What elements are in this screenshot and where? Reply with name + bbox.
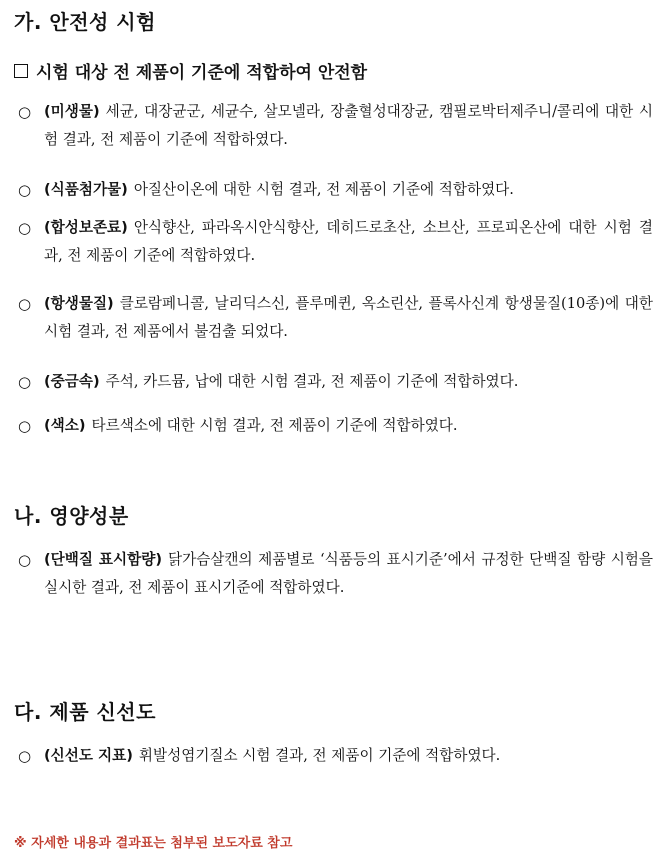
list-item-text: 주석, 카드뮴, 납에 대한 시험 결과, 전 제품이 기준에 적합하였다. bbox=[105, 373, 519, 390]
list-item-label: (항생물질) bbox=[44, 295, 114, 312]
list-item-text: 타르색소에 대한 시험 결과, 전 제품이 기준에 적합하였다. bbox=[91, 417, 458, 434]
list-item-label: (신선도 지표) bbox=[44, 747, 133, 764]
summary-heading-text: 시험 대상 전 제품이 기준에 적합하여 안전함 bbox=[36, 63, 368, 83]
bullet-icon: ○ bbox=[18, 103, 32, 121]
list-item-text: 클로람페니콜, 날리딕스신, 플루메퀸, 옥소린산, 플록사신계 항생물질(10종)에 대한 시험 결과, 전 제품에서 불검출 되었다. bbox=[44, 295, 653, 340]
list-item-label: (색소) bbox=[44, 417, 86, 434]
list-item-body bbox=[44, 214, 653, 270]
list-item-protein bbox=[18, 546, 653, 602]
list-item-body bbox=[44, 368, 653, 396]
bullet-icon: ○ bbox=[18, 181, 32, 199]
list-item-body bbox=[44, 290, 653, 346]
list-item-microbe bbox=[18, 98, 653, 154]
summary-heading bbox=[14, 58, 367, 83]
list-item-additive bbox=[18, 176, 653, 204]
bullet-icon: ○ bbox=[18, 295, 32, 313]
section-heading-safety: 가. 안전성 시험 bbox=[14, 10, 156, 34]
section-heading-nutrition: 나. 영양성분 bbox=[14, 504, 129, 528]
section-heading-freshness: 다. 제품 신선도 bbox=[14, 700, 156, 724]
list-item-body bbox=[44, 546, 653, 602]
list-item-text: 세균, 대장균군, 세균수, 살모넬라, 장출혈성대장균, 캠필로박터제주니/콜리에 대한 시험 결과, 전 제품이 기준에 적합하였다. bbox=[44, 103, 653, 148]
list-item-label: (미생물) bbox=[44, 103, 100, 120]
list-item-label: (중금속) bbox=[44, 373, 100, 390]
bullet-icon: ○ bbox=[18, 551, 32, 569]
list-item-text: 닭가슴살캔의 제품별로 ‘식품등의 표시기준’에서 규정한 단백질 함량 시험을 실시한 결과, 전 제품이 표시기준에 적합하였다. bbox=[44, 551, 653, 596]
list-item-text: 휘발성염기질소 시험 결과, 전 제품이 기준에 적합하였다. bbox=[138, 747, 501, 764]
list-item-body bbox=[44, 176, 653, 204]
list-item-freshness bbox=[18, 742, 653, 770]
checkbox-icon bbox=[14, 64, 28, 78]
list-item-body bbox=[44, 742, 653, 770]
footnote: ※ 자세한 내용과 결과표는 첨부된 보도자료 참고 bbox=[14, 836, 293, 851]
bullet-icon: ○ bbox=[18, 219, 32, 237]
list-item-preservative bbox=[18, 214, 653, 270]
bullet-icon: ○ bbox=[18, 747, 32, 765]
list-item-antibiotic bbox=[18, 290, 653, 346]
list-item-color bbox=[18, 412, 653, 440]
list-item-body bbox=[44, 98, 653, 154]
list-item-text: 안식향산, 파라옥시안식향산, 데히드로초산, 소브산, 프로피온산에 대한 시험 결과, 전 제품이 기준에 적합하였다. bbox=[44, 219, 653, 264]
bullet-icon: ○ bbox=[18, 373, 32, 391]
list-item-label: (식품첨가물) bbox=[44, 181, 128, 198]
list-item-label: (합성보존료) bbox=[44, 219, 128, 236]
list-item-label: (단백질 표시함량) bbox=[44, 551, 162, 568]
list-item-text: 아질산이온에 대한 시험 결과, 전 제품이 기준에 적합하였다. bbox=[133, 181, 514, 198]
list-item-body bbox=[44, 412, 653, 440]
list-item-heavy-metal bbox=[18, 368, 653, 396]
bullet-icon: ○ bbox=[18, 417, 32, 435]
